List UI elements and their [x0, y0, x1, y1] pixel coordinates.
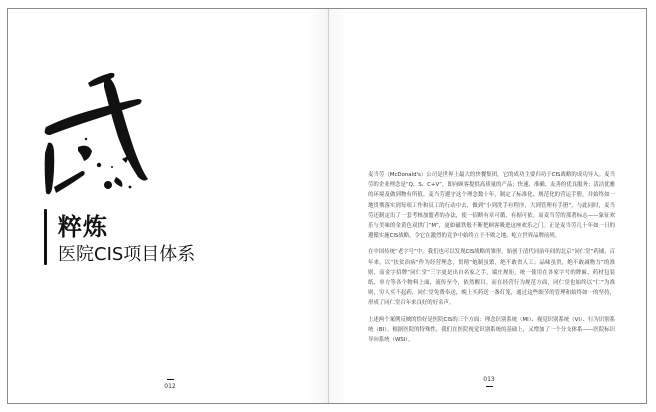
paragraph-summary: 上述两个案例反映的恰好是医院CIS的三个方面：理念识别系统（MI）、视觉识别系统（VI）、行为识别系统（BI）。根据医院的特殊性，我们在医院视觉识别系统的基础上，又增加了一个分支体系——医院标识导向系统（WSI）。 [368, 316, 615, 344]
left-page [8, 9, 328, 403]
paragraph-mcdonalds: 麦当劳（McDonald's）公司是世界上最大的快餐集团，它的成功主要归功于CIS战略的成功导入。麦当劳的企业理念是“Q、S、C+V”，即向顾客提供高质量的产品；快速、准确、友善的优良服务；清洁优雅的环境及做到物有所值。麦当劳遵守这个理念数十年，制定了标准化、规范化的营运手册，并始终如一地贯彻落实到每项工作和员工的行动中去，做到“小到洗手有程序，大到管理有手册”，与此同时，麦当劳还制定出了一套考核加盟者的办法，使一招断有章可循，有据可依。而麦当劳的那著标志——象征欢乐与美味的金黄色双拱门“M”，更如磁铁般不断把顾客吸进这座欢乐之门。正是麦当劳几十年如一日的遵循实施CIS战略，令它在激烈的竞争中始终立于不败之地，屹立世界品牌前列。 [368, 172, 615, 240]
right-page-number [479, 376, 499, 387]
page-number-dash [486, 386, 493, 387]
body-text [368, 170, 615, 351]
page-number-dash [167, 379, 174, 380]
chapter-title-main: 粹炼 [58, 213, 108, 241]
calligraphy-character [26, 47, 166, 207]
title-accent-bar [44, 209, 47, 265]
left-page-number [160, 379, 180, 390]
book-spread [7, 8, 647, 404]
right-page [329, 9, 646, 403]
paragraph-tongrentang: 在中国传统“老字号”中，我们也可以发现CIS战略的雏形。始创于清代同治年间的北京“同仁堂”药铺，百年来，以“扶贫治病”作为经营理念，贯彻“炮制虽繁，绝不敢省人工；品味虽贵，绝不敢减物力”的准则，而金字招牌“同仁堂”三字更是出自名家之手，端庄规矩，统一使用在各家字号的牌匾、药材包装纸、单方等各个物料上面，流传至今，依然醒目。而在经营行为规范方面，同仁堂也始终以“仁”为准则，穷人买不起药，同仁堂免费奉送，晚上买药送一盏灯笼，通过这些细节的管理和始终如一的坚持，形成了同仁堂百年来良好的好名声。 [368, 249, 615, 307]
right-page-number-text: 013 [483, 376, 495, 383]
chapter-title-sub: 医院CIS项目体系 [58, 244, 196, 265]
left-page-number-text: 012 [164, 383, 176, 390]
